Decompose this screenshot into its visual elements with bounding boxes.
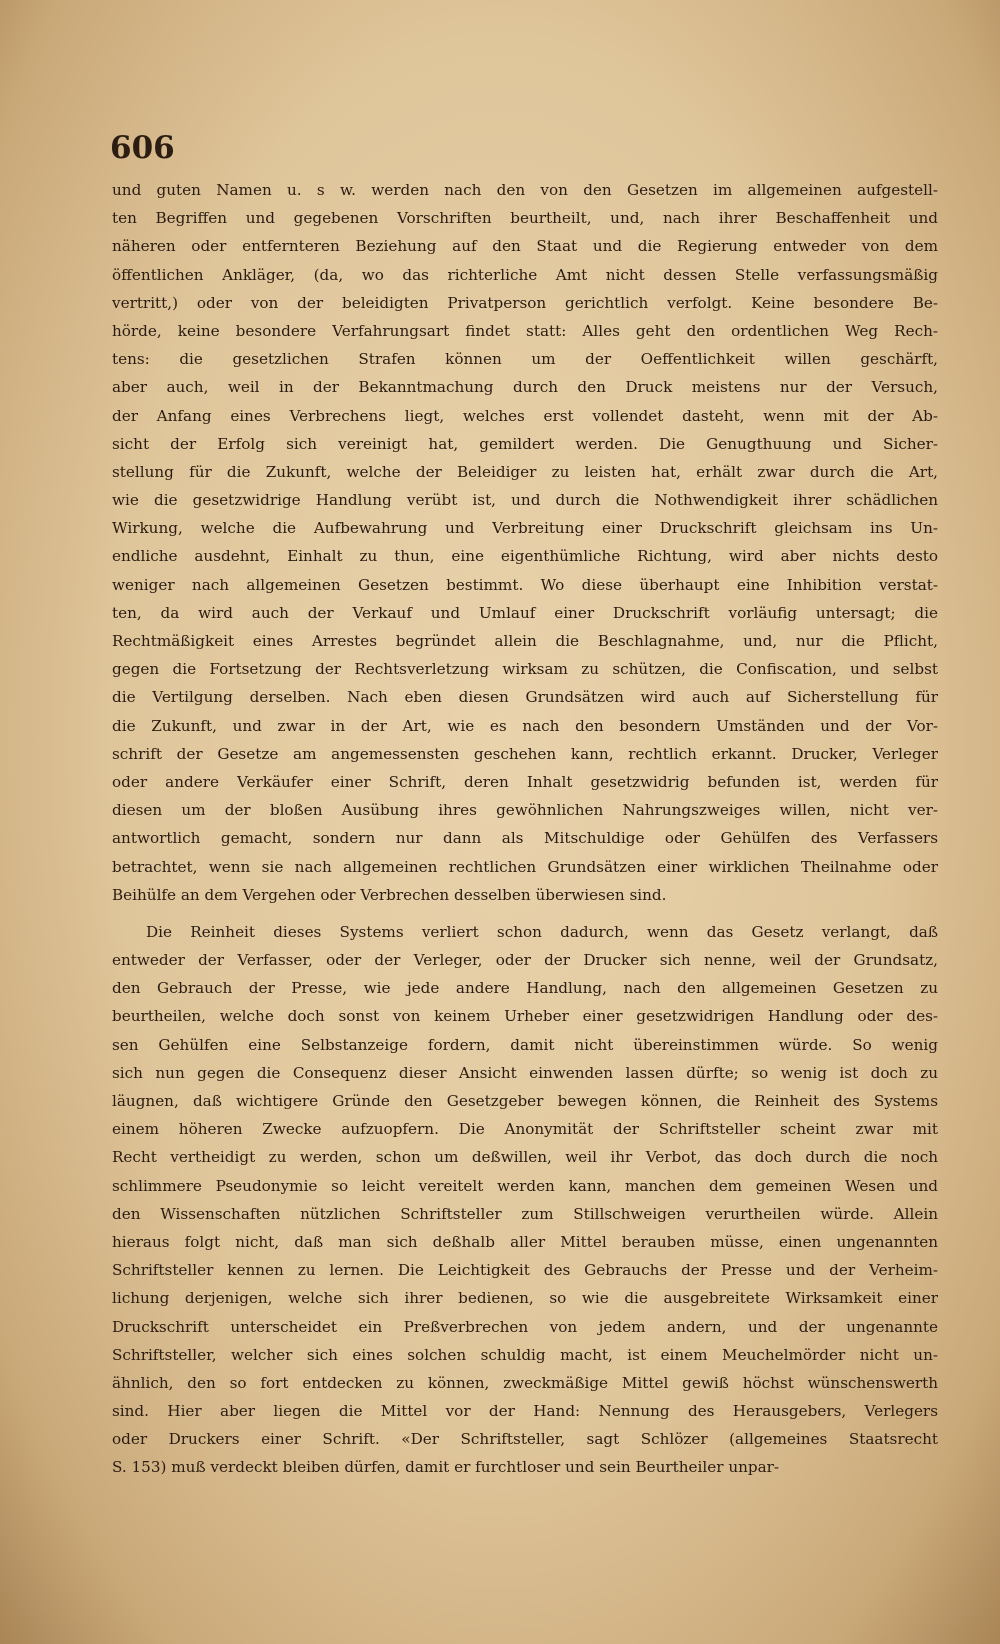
page-number: 606 [110,130,175,166]
text-line: näheren oder entfernteren Beziehung auf den Staat und die Regierung entweder von dem [112,237,938,256]
text-line: tens: die gesetzlichen Strafen können um der Oeffentlichkeit willen geschärft, [112,350,938,369]
text-line: sind. Hier aber liegen die Mittel vor der Hand: Nennung des Herausgebers, Verlegers [112,1402,938,1421]
text-line: ten, da wird auch der Verkauf und Umlauf einer Druckschrift vorläufig untersagt; die [112,603,938,622]
text-line: oder Druckers einer Schrift. «Der Schriftsteller, sagt Schlözer (allgemeines Staatsrecht [112,1430,938,1449]
text-line: entweder der Verfasser, oder der Verleger, oder der Drucker sich nenne, weil der Grundsatz, [112,951,938,970]
text-line: der Anfang eines Verbrechens liegt, welches erst vollendet dasteht, wenn mit der Ab- [112,406,938,425]
text-line: Recht vertheidigt zu werden, schon um deßwillen, weil ihr Verbot, das doch durch die noch [112,1148,938,1167]
text-line: lichung derjenigen, welche sich ihrer bedienen, so wie die ausgebreitete Wirksamkeit einer [112,1289,938,1308]
text-line: öffentlichen Ankläger, (da, wo das richterliche Amt nicht dessen Stelle verfassungsmäßig [112,265,938,284]
text-line: und guten Namen u. s w. werden nach den von den Gesetzen im allgemeinen aufgestell- [112,181,938,199]
text-line: die Vertilgung derselben. Nach eben diesen Grundsätzen wird auch auf Sicherstellung für [112,688,938,707]
text-line: vertritt,) oder von der beleidigten Privatperson gerichtlich verfolgt. Keine besondere Be- [112,293,938,312]
text-line: endliche ausdehnt, Einhalt zu thun, eine eigenthümliche Richtung, wird aber nichts desto [112,547,938,566]
text-line: ähnlich, den so fort entdecken zu können, zweckmäßige Mittel gewiß höchst wünschenswerth [112,1373,938,1392]
text-line: hieraus folgt nicht, daß man sich deßhalb aller Mittel berauben müsse, einen ungenannten [112,1232,938,1251]
text-line: hörde, keine besondere Verfahrungsart findet statt: Alles geht den ordentlichen Weg Rech- [112,321,938,340]
text-line: Schriftsteller kennen zu lernen. Die Leichtigkeit des Gebrauchs der Presse und der Verheim- [112,1261,938,1280]
text-line: aber auch, weil in der Bekanntmachung durch den Druck meistens nur der Versuch, [112,378,938,397]
text-line: S. 153) muß verdeckt bleiben dürfen, damit er furchtloser und sein Beurtheiler unpar- [112,1458,780,1477]
text-line: einem höheren Zwecke aufzuopfern. Die Anonymität der Schriftsteller scheint zwar mit [112,1120,938,1139]
text-line: stellung für die Zukunft, welche der Beleidiger zu leisten hat, erhält zwar durch die Art, [112,462,938,481]
text-line: ten Begriffen und gegebenen Vorschriften beurtheilt, und, nach ihrer Beschaffenheit und [112,209,938,228]
text-line: beurtheilen, welche doch sonst von keinem Urheber einer gesetzwidrigen Handlung oder des- [112,1007,938,1026]
text-line: schlimmere Pseudonymie so leicht vereitelt werden kann, manchen dem gemeinen Wesen und [112,1176,938,1195]
text-line: Die Reinheit dieses Systems verliert schon dadurch, wenn das Gesetz verlangt, daß [146,922,938,941]
text-line: sen Gehülfen eine Selbstanzeige fordern, damit nicht übereinstimmen würde. So wenig [112,1035,938,1054]
paragraph-2 [112,918,938,1482]
text-line: antwortlich gemacht, sondern nur dann als Mitschuldige oder Gehülfen des Verfassers [112,829,938,848]
text-line: gegen die Fortsetzung der Rechtsverletzung wirksam zu schützen, die Confiscation, und selbst [112,660,938,679]
text-line: diesen um der bloßen Ausübung ihres gewöhnlichen Nahrungszweiges willen, nicht ver- [112,801,938,820]
text-line: Druckschrift unterscheidet ein Preßverbrechen von jedem andern, und der ungenannte [112,1317,938,1336]
paragraph-1 [112,176,938,909]
body-text [112,176,938,1482]
text-line: weniger nach allgemeinen Gesetzen bestimmt. Wo diese überhaupt eine Inhibition verstat- [112,575,938,594]
text-line: betrachtet, wenn sie nach allgemeinen rechtlichen Grundsätzen einer wirklichen Theilnahme oder [112,857,938,876]
text-line: wie die gesetzwidrige Handlung verübt ist, und durch die Nothwendigkeit ihrer schädlichen [112,491,938,510]
text-line: Beihülfe an dem Vergehen oder Verbrechen desselben überwiesen sind. [112,885,667,904]
text-line: sicht der Erfolg sich vereinigt hat, gemildert werden. Die Genugthuung und Sicher- [112,434,938,453]
text-line: oder andere Verkäufer einer Schrift, deren Inhalt gesetzwidrig befunden ist, werden für [112,772,938,791]
text-line: läugnen, daß wichtigere Gründe den Gesetzgeber bewegen können, die Reinheit des Systems [112,1092,938,1110]
paragraph-gap [112,909,938,918]
text-line: schrift der Gesetze am angemessensten geschehen kann, rechtlich erkannt. Drucker, Verleger [112,744,938,763]
text-line: den Wissenschaften nützlichen Schriftsteller zum Stillschweigen verurtheilen würde. Allein [112,1204,938,1223]
text-line: die Zukunft, und zwar in der Art, wie es nach den besondern Umständen und der Vor- [112,716,938,735]
text-line: Rechtmäßigkeit eines Arrestes begründet allein die Beschlagnahme, und, nur die Pflicht, [112,632,938,650]
text-line: sich nun gegen die Consequenz dieser Ansicht einwenden lassen dürfte; so wenig ist doch zu [112,1063,938,1082]
text-line: Wirkung, welche die Aufbewahrung und Verbreitung einer Druckschrift gleichsam ins Un- [112,519,938,538]
text-line: den Gebrauch der Presse, wie jede andere Handlung, nach den allgemeinen Gesetzen zu [112,979,938,998]
text-line: Schriftsteller, welcher sich eines solchen schuldig macht, ist einem Meuchelmörder nicht un- [112,1345,938,1364]
